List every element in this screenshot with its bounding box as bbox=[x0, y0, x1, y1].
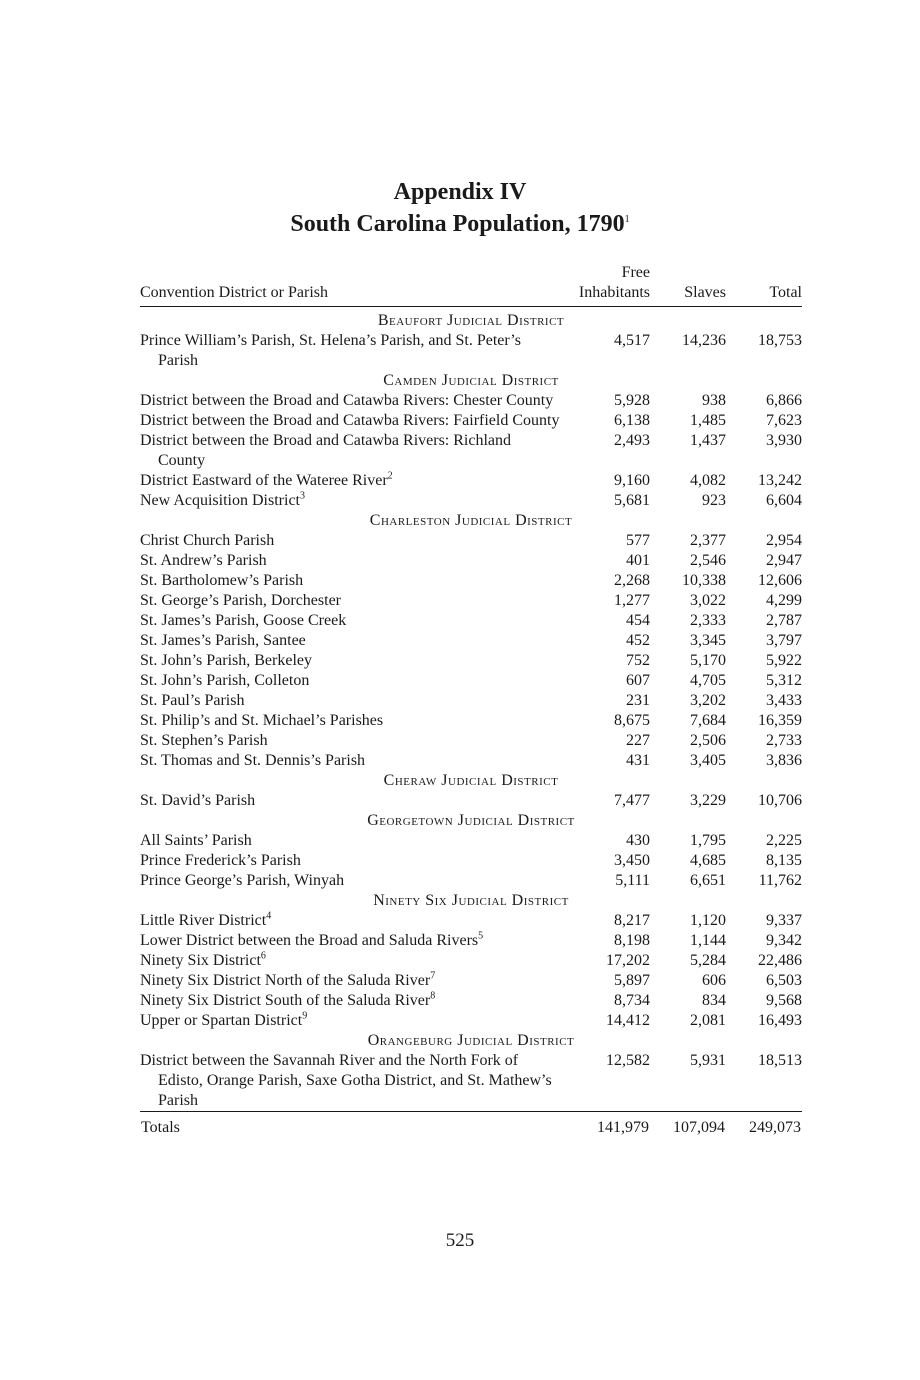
footnote-marker: 7 bbox=[430, 970, 436, 982]
district-name: Ninety Six District bbox=[140, 952, 261, 969]
total-cell: 12,606 bbox=[758, 572, 802, 589]
slaves-cell: 1,485 bbox=[690, 412, 726, 429]
slaves-cell: 606 bbox=[702, 972, 726, 989]
total-cell: 3,797 bbox=[766, 632, 802, 649]
slaves-cell: 4,082 bbox=[690, 472, 726, 489]
totals-total: 249,073 bbox=[726, 1112, 802, 1140]
table-row bbox=[140, 411, 802, 431]
table-row bbox=[140, 851, 802, 871]
district-name: St. Philip’s and St. Michael’s Parishes bbox=[140, 712, 384, 729]
table-row bbox=[140, 711, 802, 731]
slaves-cell: 3,202 bbox=[690, 692, 726, 709]
district-name-cell bbox=[140, 431, 560, 471]
table-row bbox=[140, 571, 802, 591]
district-name-cell bbox=[140, 871, 560, 891]
section-title: Orangeburg Judicial District bbox=[367, 1032, 575, 1049]
total-cell: 13,242 bbox=[758, 472, 802, 489]
footnote-marker: 5 bbox=[478, 930, 484, 942]
table-row bbox=[140, 731, 802, 751]
district-name: Upper or Spartan District bbox=[140, 1012, 303, 1029]
district-name: Prince George’s Parish, Winyah bbox=[140, 872, 345, 889]
slaves-cell: 2,506 bbox=[690, 732, 726, 749]
free-inhabitants-cell: 577 bbox=[626, 532, 650, 549]
district-name-cell bbox=[140, 1051, 560, 1112]
free-inhabitants-cell: 8,217 bbox=[614, 912, 650, 929]
free-inhabitants-cell: 8,734 bbox=[614, 992, 650, 1009]
total-cell: 6,866 bbox=[766, 392, 802, 409]
slaves-cell: 2,081 bbox=[690, 1012, 726, 1029]
district-name-cell bbox=[140, 911, 560, 931]
appendix-title: Appendix IV bbox=[393, 179, 527, 205]
column-header-free-line2: Inhabitants bbox=[578, 284, 650, 301]
district-name-cell bbox=[140, 631, 560, 651]
free-inhabitants-cell: 452 bbox=[626, 632, 650, 649]
table-row bbox=[140, 1051, 802, 1112]
total-cell: 18,513 bbox=[758, 1052, 802, 1069]
total-cell: 2,787 bbox=[766, 612, 802, 629]
district-name-cell bbox=[140, 751, 560, 771]
district-name-cell bbox=[140, 671, 560, 691]
free-inhabitants-cell: 12,582 bbox=[606, 1052, 650, 1069]
district-name: Prince William’s Parish, St. Helena’s Parish, and St. Peter’s Parish bbox=[140, 332, 521, 369]
total-cell: 18,753 bbox=[758, 332, 802, 349]
slaves-cell: 5,284 bbox=[690, 952, 726, 969]
table-row bbox=[140, 531, 802, 551]
district-name-cell bbox=[140, 791, 560, 811]
total-cell: 9,568 bbox=[766, 992, 802, 1009]
table-row bbox=[140, 631, 802, 651]
column-header-name: Convention District or Parish bbox=[140, 263, 560, 307]
page-heading bbox=[0, 176, 920, 240]
totals-slaves: 107,094 bbox=[650, 1112, 726, 1140]
total-cell: 7,623 bbox=[766, 412, 802, 429]
footnote-marker: 3 bbox=[299, 490, 305, 502]
district-name: St. James’s Parish, Goose Creek bbox=[140, 612, 347, 629]
slaves-cell: 6,651 bbox=[690, 872, 726, 889]
section-title: Cheraw Judicial District bbox=[383, 772, 559, 789]
total-cell: 16,493 bbox=[758, 1012, 802, 1029]
section-header-row bbox=[140, 811, 802, 831]
free-inhabitants-cell: 227 bbox=[626, 732, 650, 749]
district-name-cell bbox=[140, 951, 560, 971]
total-cell: 10,706 bbox=[758, 792, 802, 809]
slaves-cell: 1,795 bbox=[690, 832, 726, 849]
table-body bbox=[140, 307, 802, 1112]
district-name-cell bbox=[140, 331, 560, 371]
district-name-cell bbox=[140, 491, 560, 511]
column-header-free bbox=[560, 263, 650, 307]
free-inhabitants-cell: 231 bbox=[626, 692, 650, 709]
free-inhabitants-cell: 8,198 bbox=[614, 932, 650, 949]
footnote-marker: 2 bbox=[387, 470, 393, 482]
slaves-cell: 938 bbox=[702, 392, 726, 409]
table-row bbox=[140, 1011, 802, 1031]
free-inhabitants-cell: 4,517 bbox=[614, 332, 650, 349]
table-row bbox=[140, 791, 802, 811]
district-name: Christ Church Parish bbox=[140, 532, 275, 549]
total-cell: 2,733 bbox=[766, 732, 802, 749]
district-name-cell bbox=[140, 391, 560, 411]
total-cell: 3,930 bbox=[766, 432, 802, 449]
table-row bbox=[140, 391, 802, 411]
district-name: St. David’s Parish bbox=[140, 792, 256, 809]
appendix-subtitle bbox=[0, 208, 920, 240]
free-inhabitants-cell: 2,493 bbox=[614, 432, 650, 449]
footnote-marker: 8 bbox=[430, 990, 436, 1002]
free-inhabitants-cell: 401 bbox=[626, 552, 650, 569]
free-inhabitants-cell: 607 bbox=[626, 672, 650, 689]
slaves-cell: 3,022 bbox=[690, 592, 726, 609]
district-name: Ninety Six District North of the Saluda River bbox=[140, 972, 431, 989]
table-row bbox=[140, 831, 802, 851]
table-row bbox=[140, 431, 802, 471]
section-header-row bbox=[140, 1031, 802, 1051]
column-header-slaves: Slaves bbox=[650, 263, 726, 307]
total-cell: 5,922 bbox=[766, 652, 802, 669]
slaves-cell: 3,345 bbox=[690, 632, 726, 649]
population-table bbox=[140, 263, 802, 1139]
free-inhabitants-cell: 2,268 bbox=[614, 572, 650, 589]
total-cell: 2,947 bbox=[766, 552, 802, 569]
total-cell: 2,225 bbox=[766, 832, 802, 849]
district-name: District between the Broad and Catawba Rivers: Chester County bbox=[140, 392, 554, 409]
table-row bbox=[140, 931, 802, 951]
district-name-cell bbox=[140, 571, 560, 591]
slaves-cell: 2,377 bbox=[690, 532, 726, 549]
district-name: St. Bartholomew’s Parish bbox=[140, 572, 304, 589]
table-row bbox=[140, 751, 802, 771]
district-name-cell bbox=[140, 831, 560, 851]
total-cell: 16,359 bbox=[758, 712, 802, 729]
footnote-marker: 9 bbox=[302, 1010, 308, 1022]
slaves-cell: 2,333 bbox=[690, 612, 726, 629]
section-title: Beaufort Judicial District bbox=[377, 312, 565, 329]
total-cell: 3,836 bbox=[766, 752, 802, 769]
district-name: Ninety Six District South of the Saluda River bbox=[140, 992, 431, 1009]
district-name-cell bbox=[140, 691, 560, 711]
section-title: Ninety Six Judicial District bbox=[373, 892, 569, 909]
slaves-cell: 1,120 bbox=[690, 912, 726, 929]
total-cell: 9,337 bbox=[766, 912, 802, 929]
district-name-cell bbox=[140, 1011, 560, 1031]
free-inhabitants-cell: 454 bbox=[626, 612, 650, 629]
district-name-cell bbox=[140, 971, 560, 991]
district-name-cell bbox=[140, 651, 560, 671]
district-name-cell bbox=[140, 411, 560, 431]
section-title: Camden Judicial District bbox=[383, 372, 559, 389]
free-inhabitants-cell: 430 bbox=[626, 832, 650, 849]
district-name: Little River District bbox=[140, 912, 267, 929]
footnote-marker: 6 bbox=[260, 950, 266, 962]
table-row bbox=[140, 331, 802, 371]
slaves-cell: 5,931 bbox=[690, 1052, 726, 1069]
table-row bbox=[140, 551, 802, 571]
section-title: Charleston Judicial District bbox=[369, 512, 573, 529]
slaves-cell: 1,437 bbox=[690, 432, 726, 449]
free-inhabitants-cell: 752 bbox=[626, 652, 650, 669]
total-cell: 11,762 bbox=[758, 872, 802, 889]
section-header-row bbox=[140, 891, 802, 911]
free-inhabitants-cell: 5,928 bbox=[614, 392, 650, 409]
population-table-wrapper bbox=[140, 263, 802, 1139]
table-header-row bbox=[140, 263, 802, 307]
table-row bbox=[140, 671, 802, 691]
table-row bbox=[140, 951, 802, 971]
total-cell: 6,604 bbox=[766, 492, 802, 509]
district-name: Lower District between the Broad and Saluda Rivers bbox=[140, 932, 479, 949]
total-cell: 2,954 bbox=[766, 532, 802, 549]
column-header-total: Total bbox=[726, 263, 802, 307]
slaves-cell: 2,546 bbox=[690, 552, 726, 569]
table-row bbox=[140, 691, 802, 711]
district-name-cell bbox=[140, 931, 560, 951]
totals-row bbox=[140, 1112, 802, 1140]
district-name-cell bbox=[140, 591, 560, 611]
district-name-cell bbox=[140, 531, 560, 551]
district-name: St. Stephen’s Parish bbox=[140, 732, 268, 749]
table-row bbox=[140, 971, 802, 991]
district-name-cell bbox=[140, 731, 560, 751]
table-row bbox=[140, 491, 802, 511]
district-name: St. John’s Parish, Colleton bbox=[140, 672, 310, 689]
table-row bbox=[140, 591, 802, 611]
page-number: 525 bbox=[445, 1230, 475, 1251]
slaves-cell: 14,236 bbox=[682, 332, 726, 349]
district-name-cell bbox=[140, 711, 560, 731]
section-header-row bbox=[140, 511, 802, 531]
district-name-cell bbox=[140, 991, 560, 1011]
slaves-cell: 4,685 bbox=[690, 852, 726, 869]
slaves-cell: 4,705 bbox=[690, 672, 726, 689]
slaves-cell: 834 bbox=[702, 992, 726, 1009]
column-header-free-line1: Free bbox=[621, 264, 650, 281]
district-name: St. James’s Parish, Santee bbox=[140, 632, 306, 649]
free-inhabitants-cell: 9,160 bbox=[614, 472, 650, 489]
footnote-marker: 1 bbox=[624, 214, 630, 225]
total-cell: 6,503 bbox=[766, 972, 802, 989]
section-header-row bbox=[140, 771, 802, 791]
district-name-cell bbox=[140, 851, 560, 871]
total-cell: 22,486 bbox=[758, 952, 802, 969]
district-name: St. Paul’s Parish bbox=[140, 692, 245, 709]
slaves-cell: 3,229 bbox=[690, 792, 726, 809]
free-inhabitants-cell: 5,681 bbox=[614, 492, 650, 509]
free-inhabitants-cell: 8,675 bbox=[614, 712, 650, 729]
district-name: District between the Broad and Catawba Rivers: Fairfield County bbox=[140, 412, 560, 429]
total-cell: 3,433 bbox=[766, 692, 802, 709]
free-inhabitants-cell: 17,202 bbox=[606, 952, 650, 969]
total-cell: 9,342 bbox=[766, 932, 802, 949]
free-inhabitants-cell: 5,111 bbox=[615, 872, 650, 889]
district-name-cell bbox=[140, 611, 560, 631]
free-inhabitants-cell: 431 bbox=[626, 752, 650, 769]
free-inhabitants-cell: 7,477 bbox=[614, 792, 650, 809]
table-row bbox=[140, 611, 802, 631]
free-inhabitants-cell: 5,897 bbox=[614, 972, 650, 989]
slaves-cell: 5,170 bbox=[690, 652, 726, 669]
table-row bbox=[140, 471, 802, 491]
totals-label: Totals bbox=[140, 1112, 560, 1140]
section-header-row bbox=[140, 371, 802, 391]
district-name-cell bbox=[140, 551, 560, 571]
table-row bbox=[140, 991, 802, 1011]
totals-free: 141,979 bbox=[560, 1112, 650, 1140]
table-row bbox=[140, 911, 802, 931]
free-inhabitants-cell: 1,277 bbox=[614, 592, 650, 609]
district-name: District between the Savannah River and the North Fork of Edisto, Orange Parish, Saxe Gotha District, and St. Mathew’s Parish bbox=[140, 1052, 552, 1109]
subtitle-text: South Carolina Population, 1790 bbox=[290, 211, 625, 237]
slaves-cell: 923 bbox=[702, 492, 726, 509]
district-name: St. Thomas and St. Dennis’s Parish bbox=[140, 752, 366, 769]
slaves-cell: 10,338 bbox=[682, 572, 726, 589]
total-cell: 4,299 bbox=[766, 592, 802, 609]
district-name: District Eastward of the Wateree River bbox=[140, 472, 388, 489]
district-name: Prince Frederick’s Parish bbox=[140, 852, 301, 869]
section-header-row bbox=[140, 307, 802, 332]
footnote-marker: 4 bbox=[266, 910, 272, 922]
district-name: District between the Broad and Catawba Rivers: Richland County bbox=[140, 432, 512, 469]
total-cell: 8,135 bbox=[766, 852, 802, 869]
district-name: New Acquisition District bbox=[140, 492, 300, 509]
free-inhabitants-cell: 14,412 bbox=[606, 1012, 650, 1029]
slaves-cell: 7,684 bbox=[690, 712, 726, 729]
slaves-cell: 3,405 bbox=[690, 752, 726, 769]
district-name: St. George’s Parish, Dorchester bbox=[140, 592, 341, 609]
district-name: St. John’s Parish, Berkeley bbox=[140, 652, 312, 669]
district-name-cell bbox=[140, 471, 560, 491]
slaves-cell: 1,144 bbox=[690, 932, 726, 949]
total-cell: 5,312 bbox=[766, 672, 802, 689]
section-title: Georgetown Judicial District bbox=[367, 812, 575, 829]
free-inhabitants-cell: 6,138 bbox=[614, 412, 650, 429]
district-name: St. Andrew’s Parish bbox=[140, 552, 267, 569]
free-inhabitants-cell: 3,450 bbox=[614, 852, 650, 869]
table-row bbox=[140, 651, 802, 671]
table-row bbox=[140, 871, 802, 891]
district-name: All Saints’ Parish bbox=[140, 832, 252, 849]
